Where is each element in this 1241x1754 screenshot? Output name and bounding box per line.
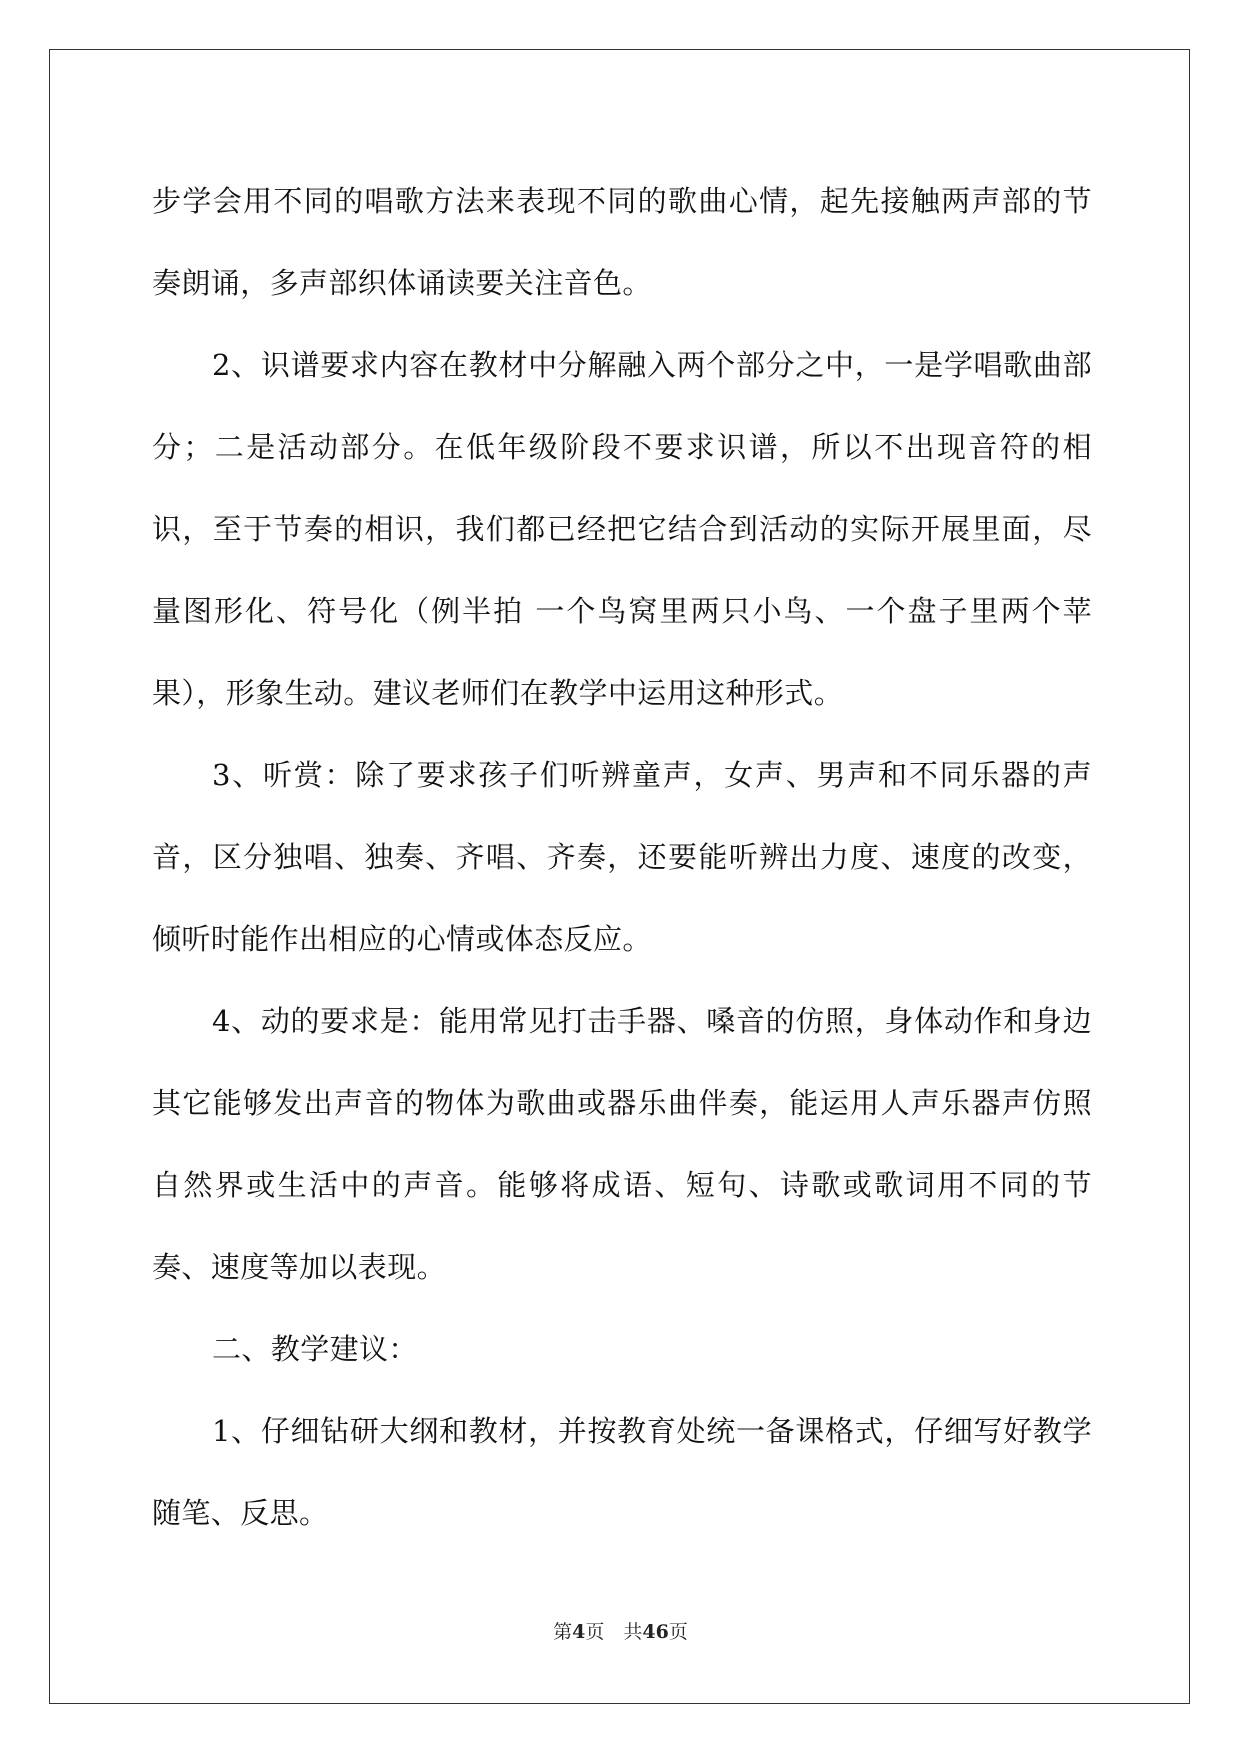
page-footer — [0, 1620, 1241, 1644]
footer-prefix: 第 — [553, 1621, 573, 1643]
document-body — [152, 160, 1092, 1554]
footer-suffix: 页 — [668, 1621, 688, 1643]
paragraph: 3、听赏：除了要求孩子们听辨童声，女声、男声和不同乐器的声音，区分独唱、独奏、齐唱、齐奏，还要能听辨出力度、速度的改变，倾听时能作出相应的心情或体态反应。 — [152, 758, 1092, 956]
current-page-number: 4 — [572, 1621, 586, 1643]
footer-middle: 页 共 — [585, 1621, 643, 1643]
paragraph: 1、仔细钻研大纲和教材，并按教育处统一备课格式，仔细写好教学随笔、反思。 — [152, 1414, 1092, 1530]
paragraph: 步学会用不同的唱歌方法来表现不同的歌曲心情，起先接触两声部的节奏朗诵，多声部织体诵读要关注音色。 — [152, 184, 1092, 300]
paragraph: 2、识谱要求内容在教材中分解融入两个部分之中，一是学唱歌曲部分；二是活动部分。在低年级阶段不要求识谱，所以不出现音符的相识，至于节奏的相识，我们都已经把它结合到活动的实际开展里面，尽量图形化、符号化（例半拍 一个鸟窝里两只小鸟、一个盘子里两个苹果），形象生动。建议老师们在教学中运用这种形式。 — [152, 348, 1092, 710]
section-heading: 二、教学建议： — [212, 1332, 418, 1366]
total-page-count: 46 — [642, 1621, 669, 1643]
paragraph: 4、动的要求是：能用常见打击手器、嗓音的仿照，身体动作和身边其它能够发出声音的物体为歌曲或器乐曲伴奏，能运用人声乐器声仿照自然界或生活中的声音。能够将成语、短句、诗歌或歌词用不同的节奏、速度等加以表现。 — [152, 1004, 1092, 1284]
